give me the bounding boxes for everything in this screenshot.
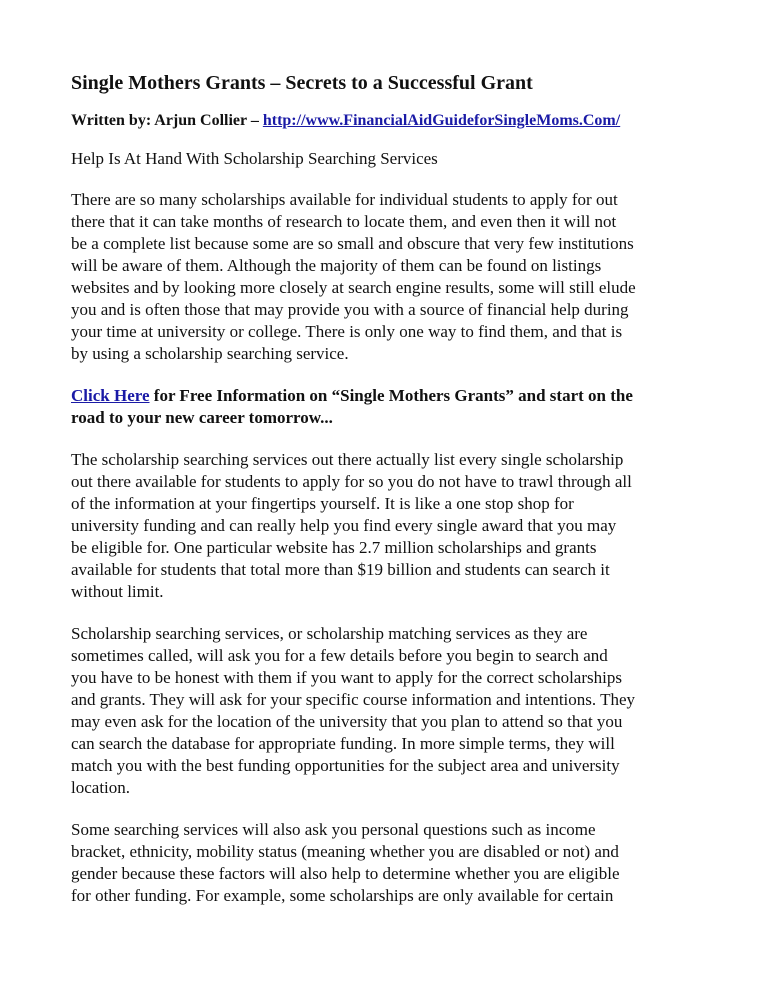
byline bbox=[71, 110, 711, 132]
paragraph-line: match you with the best funding opportunities for the subject area and university bbox=[71, 756, 620, 775]
paragraph-line: may even ask for the location of the university that you plan to attend so that you bbox=[71, 712, 623, 731]
paragraph-line: sometimes called, will ask you for a few details before you begin to search and bbox=[71, 646, 608, 665]
paragraph-line: your time at university or college. There is only one way to find them, and that is bbox=[71, 322, 623, 341]
paragraph-line: and grants. They will ask for your specific course information and intentions. They bbox=[71, 690, 636, 709]
paragraph-line: by using a scholarship searching service. bbox=[71, 344, 349, 363]
cta-line: road to your new career tomorrow... bbox=[71, 408, 333, 427]
paragraph-line: of the information at your fingertips yourself. It is like a one stop shop for bbox=[71, 494, 574, 513]
paragraph-line: university funding and can really help you find every single award that you may bbox=[71, 516, 617, 535]
section-subheading: Help Is At Hand With Scholarship Searching Services bbox=[71, 149, 438, 168]
paragraph-line: available for students that total more than $19 billion and students can search it bbox=[71, 560, 610, 579]
paragraph-line: bracket, ethnicity, mobility status (meaning whether you are disabled or not) and bbox=[71, 842, 619, 861]
click-here-link[interactable]: Click Here bbox=[71, 386, 150, 405]
paragraph-line: Scholarship searching services, or scholarship matching services as they are bbox=[71, 624, 588, 643]
cta-line bbox=[71, 385, 711, 407]
paragraph-line: be a complete list because some are so small and obscure that very few institutions bbox=[71, 234, 634, 253]
paragraph-line: The scholarship searching services out there actually list every single scholarship bbox=[71, 450, 624, 469]
byline-website-link[interactable]: http://www.FinancialAidGuideforSingleMoms.Com/ bbox=[262, 112, 621, 129]
paragraph-2 bbox=[71, 449, 711, 603]
call-to-action bbox=[71, 385, 711, 429]
paragraph-line: without limit. bbox=[71, 582, 164, 601]
paragraph-line: there that it can take months of research to locate them, and even then it will not bbox=[71, 212, 617, 231]
paragraph-1 bbox=[71, 189, 711, 365]
paragraph-3 bbox=[71, 623, 711, 799]
paragraph-line: gender because these factors will also help to determine whether you are eligible bbox=[71, 864, 620, 883]
paragraph-line: can search the database for appropriate funding. In more simple terms, they will bbox=[71, 734, 615, 753]
paragraph-line: will be aware of them. Although the majority of them can be found on listings bbox=[71, 256, 602, 275]
paragraph-4 bbox=[71, 819, 711, 907]
byline-author: Written by: Arjun Collier – bbox=[71, 112, 263, 129]
cta-text: for Free Information on “Single Mothers Grants” and start on the bbox=[149, 386, 633, 405]
paragraph-line: you have to be honest with them if you want to apply for the correct scholarships bbox=[71, 668, 622, 687]
paragraph-line: you and is often those that may provide you with a source of financial help during bbox=[71, 300, 629, 319]
paragraph-line: for other funding. For example, some scholarships are only available for certain bbox=[71, 886, 614, 905]
paragraph-line: Some searching services will also ask you personal questions such as income bbox=[71, 820, 596, 839]
paragraph-line: be eligible for. One particular website has 2.7 million scholarships and grants bbox=[71, 538, 597, 557]
paragraph-line: websites and by looking more closely at search engine results, some will still elude bbox=[71, 278, 636, 297]
paragraph-line: There are so many scholarships available for individual students to apply for out bbox=[71, 190, 618, 209]
paragraph-line: location. bbox=[71, 778, 131, 797]
document-title: Single Mothers Grants – Secrets to a Successful Grant bbox=[71, 72, 533, 94]
document-page bbox=[71, 70, 711, 927]
paragraph-line: out there available for students to apply for so you do not have to trawl through all bbox=[71, 472, 632, 491]
